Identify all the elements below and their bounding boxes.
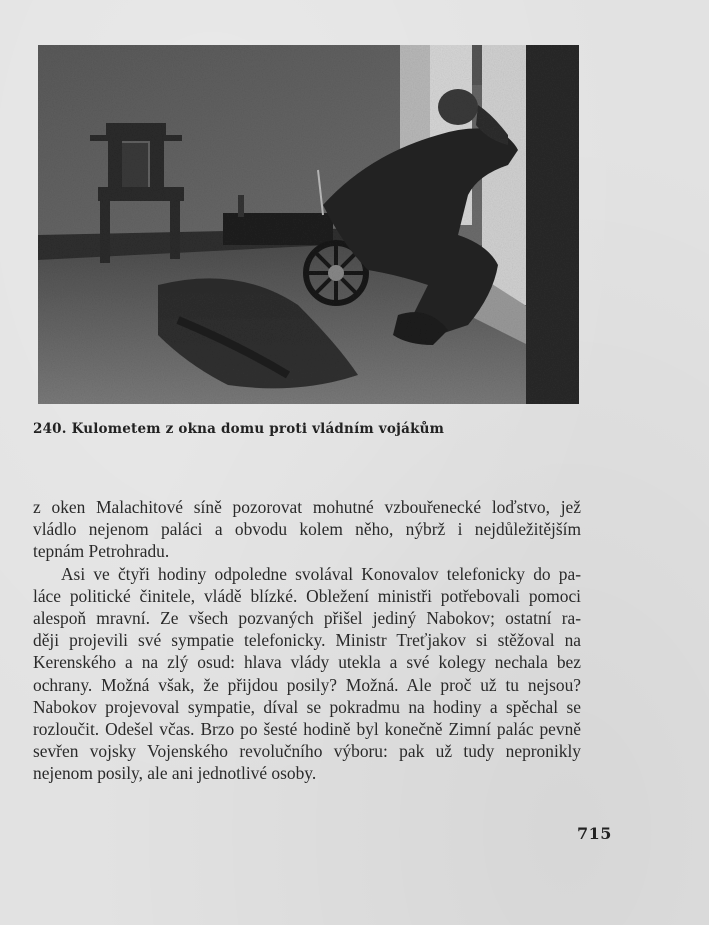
text-line: Nabokov projevoval sympatie, díval se pokradmu na hodiny a spěchal se: [33, 696, 581, 717]
machine-gun-window-photo: [38, 45, 579, 404]
text-line: ochrany. Možná však, že přijdou posily? Možná. Ale proč už tu nejsou?: [33, 674, 581, 695]
text-line: z oken Malachitové síně pozorovat mohutné vzbouřenecké loďstvo, jež: [33, 497, 581, 517]
text-line: Kerenského a na zlý osud: hlava vlády utekla a své kolegy nechala bez: [33, 652, 581, 673]
text-line: tepnám Petrohradu.: [33, 541, 170, 562]
text-line: nejenom posily, ale ani jednotlivé osoby.: [33, 763, 317, 784]
text-line: rozloučit. Odešel včas. Brzo po šesté hodině byl konečně Zimní palác pevně: [33, 719, 581, 740]
text-line: Asi ve čtyři hodiny odpoledne svolával Konovalov telefonicky do pa-: [61, 563, 581, 584]
text-line: vládlo nejenom paláci a obvodu kolem něho, nýbrž i nejdůležitějším: [33, 519, 581, 540]
text-line: sevřen vojsky Vojenského revolučního výboru: pak už tudy nepronikly: [33, 741, 581, 762]
figure-photo: [38, 45, 579, 404]
page-number: 715: [577, 824, 612, 843]
text-line: alespoň mravní. Ze všech pozvaných přišel jediný Nabokov; ostatní ra-: [33, 608, 581, 629]
body-text: [33, 496, 581, 785]
text-line: ději projevili své sympatie telefonicky. Ministr Treťjakov si stěžoval na: [33, 630, 581, 651]
figure-caption: 240. Kulometem z okna domu proti vládním vojákům: [33, 421, 445, 437]
text-line: láce politické činitele, vládě blízké. Obležení ministři potřebovali pomoci: [33, 585, 581, 606]
